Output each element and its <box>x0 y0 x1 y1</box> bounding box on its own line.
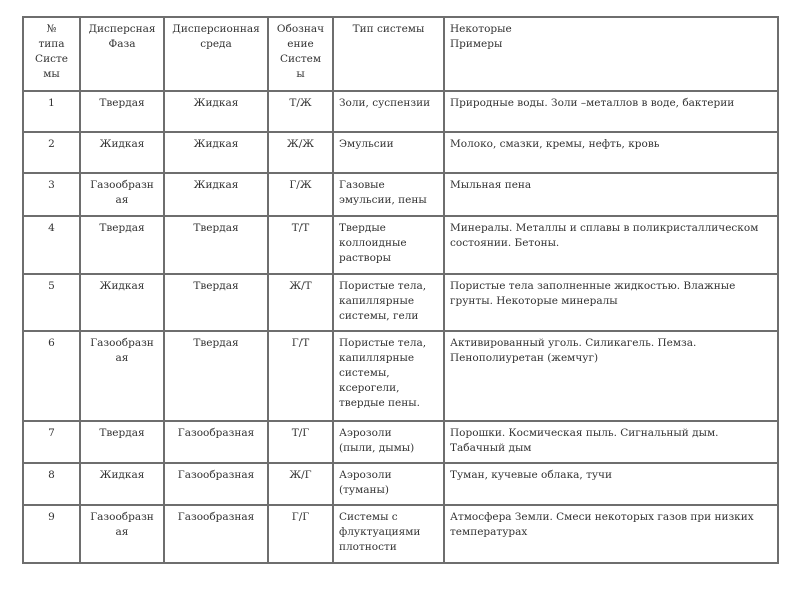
cell-type: Твердые коллоидные растворы <box>333 216 444 274</box>
cell-medium: Твердая <box>164 274 268 331</box>
disperse-systems-table <box>22 16 779 564</box>
cell-examples: Мыльная пена <box>444 173 778 216</box>
cell-phase: Жидкая <box>80 274 164 331</box>
table-row <box>23 331 778 421</box>
cell-phase: Твердая <box>80 421 164 463</box>
cell-medium: Газообразная <box>164 505 268 563</box>
cell-examples: Активированный уголь. Силикагель. Пемза. Пенополиуретан (жемчуг) <box>444 331 778 421</box>
cell-phase: Жидкая <box>80 132 164 173</box>
table-row <box>23 216 778 274</box>
header-system-designation: Обознач ение Систем ы <box>268 17 333 91</box>
cell-phase: Газообразн ая <box>80 173 164 216</box>
cell-medium: Газообразная <box>164 463 268 505</box>
cell-number: 3 <box>23 173 80 216</box>
cell-type: Пористые тела, капиллярные системы, гели <box>333 274 444 331</box>
cell-number: 1 <box>23 91 80 132</box>
table-row <box>23 173 778 216</box>
cell-examples: Порошки. Космическая пыль. Сигнальный дым. Табачный дым <box>444 421 778 463</box>
cell-code: Т/Ж <box>268 91 333 132</box>
cell-type: Газовые эмульсии, пены <box>333 173 444 216</box>
cell-examples: Атмосфера Земли. Смеси некоторых газов при низких температурах <box>444 505 778 563</box>
cell-code: Ж/Г <box>268 463 333 505</box>
cell-code: Т/Т <box>268 216 333 274</box>
cell-medium: Твердая <box>164 331 268 421</box>
cell-medium: Жидкая <box>164 91 268 132</box>
table-row <box>23 274 778 331</box>
cell-type: Аэрозоли (туманы) <box>333 463 444 505</box>
cell-phase: Твердая <box>80 216 164 274</box>
cell-code: Т/Г <box>268 421 333 463</box>
cell-examples: Природные воды. Золи –металлов в воде, бактерии <box>444 91 778 132</box>
cell-code: Г/Ж <box>268 173 333 216</box>
table-row <box>23 91 778 132</box>
cell-phase: Твердая <box>80 91 164 132</box>
header-examples: Некоторые Примеры <box>444 17 778 91</box>
cell-medium: Газообразная <box>164 421 268 463</box>
table-header-row <box>23 17 778 91</box>
cell-examples: Туман, кучевые облака, тучи <box>444 463 778 505</box>
cell-type: Аэрозоли (пыли, дымы) <box>333 421 444 463</box>
cell-examples: Молоко, смазки, кремы, нефть, кровь <box>444 132 778 173</box>
cell-examples: Минералы. Металлы и сплавы в поликристаллическом состоянии. Бетоны. <box>444 216 778 274</box>
table-row <box>23 421 778 463</box>
cell-medium: Твердая <box>164 216 268 274</box>
table-row <box>23 505 778 563</box>
header-system-number: № типа Систе мы <box>23 17 80 91</box>
cell-number: 6 <box>23 331 80 421</box>
cell-phase: Газообразн ая <box>80 505 164 563</box>
table-row <box>23 132 778 173</box>
cell-number: 4 <box>23 216 80 274</box>
cell-code: Ж/Ж <box>268 132 333 173</box>
cell-phase: Жидкая <box>80 463 164 505</box>
cell-code: Ж/Т <box>268 274 333 331</box>
cell-type: Эмульсии <box>333 132 444 173</box>
cell-number: 9 <box>23 505 80 563</box>
cell-type: Золи, суспензии <box>333 91 444 132</box>
cell-number: 2 <box>23 132 80 173</box>
header-system-type: Тип системы <box>333 17 444 91</box>
cell-code: Г/Г <box>268 505 333 563</box>
cell-type: Пористые тела, капиллярные системы, ксерогели, твердые пены. <box>333 331 444 421</box>
cell-phase: Газообразн ая <box>80 331 164 421</box>
cell-type: Системы с флуктуациями плотности <box>333 505 444 563</box>
table-row <box>23 463 778 505</box>
cell-medium: Жидкая <box>164 173 268 216</box>
header-dispersion-medium: Дисперсионная среда <box>164 17 268 91</box>
cell-number: 7 <box>23 421 80 463</box>
cell-code: Г/Т <box>268 331 333 421</box>
cell-number: 5 <box>23 274 80 331</box>
cell-examples: Пористые тела заполненные жидкостью. Влажные грунты. Некоторые минералы <box>444 274 778 331</box>
header-dispersed-phase: Дисперсная Фаза <box>80 17 164 91</box>
cell-medium: Жидкая <box>164 132 268 173</box>
cell-number: 8 <box>23 463 80 505</box>
